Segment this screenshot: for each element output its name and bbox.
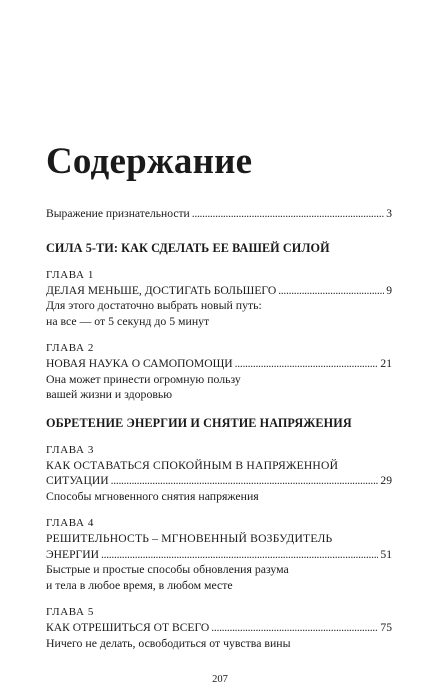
chapter-title-line: РЕШИТЕЛЬНОСТЬ – МГНОВЕННЫЙ ВОЗБУДИТЕЛЬ <box>46 532 333 545</box>
chapter-page: 29 <box>380 474 392 487</box>
toc-entry-page: 3 <box>386 207 392 220</box>
section-heading: ОБРЕТЕНИЕ ЭНЕРГИИ И СНЯТИЕ НАПРЯЖЕНИЯ <box>46 415 352 430</box>
dot-leader <box>192 206 384 222</box>
chapter-label: ГЛАВА 1 <box>46 268 94 281</box>
chapter-title-line: КАК ОСТАВАТЬСЯ СПОКОЙНЫМ В НАПРЯЖЕННОЙ <box>46 458 339 472</box>
table-of-contents <box>46 206 392 663</box>
chapter-label: ГЛАВА 2 <box>46 342 94 354</box>
chapter-title-row <box>46 283 392 299</box>
chapter-page: 75 <box>380 621 392 634</box>
page-title: Содержание <box>46 141 253 182</box>
toc-chapter[interactable] <box>46 341 392 403</box>
toc-sections <box>46 240 392 652</box>
chapter-title-row <box>46 473 392 489</box>
chapter-description: Способы мгновенного снятия напряжения <box>46 488 259 503</box>
chapter-description: на все — от 5 секунд до 5 минут <box>46 313 210 328</box>
chapter-label: ГЛАВА 3 <box>46 443 94 456</box>
toc-entry-acknowledgments[interactable] <box>46 206 392 222</box>
dot-leader <box>211 620 378 636</box>
dot-leader <box>101 547 378 563</box>
chapter-page: 21 <box>380 357 392 370</box>
toc-entry-title: Выражение признательности <box>46 207 190 220</box>
chapter-description: и тела в любое время, в любом месте <box>46 577 233 592</box>
chapter-title: НОВАЯ НАУКА О САМОПОМОЩИ <box>46 357 233 370</box>
chapter-page: 51 <box>380 547 392 561</box>
chapter-title: ЭНЕРГИИ <box>46 547 100 561</box>
toc-chapter[interactable] <box>46 443 392 505</box>
chapter-title: СИТУАЦИИ <box>46 474 109 487</box>
toc-chapter[interactable] <box>46 268 392 330</box>
chapter-title: ДЕЛАЯ МЕНЬШЕ, ДОСТИГАТЬ БОЛЬШЕГО <box>46 283 277 297</box>
chapter-title-row <box>46 620 392 636</box>
chapter-title-row <box>46 547 392 563</box>
chapter-label: ГЛАВА 4 <box>46 517 94 529</box>
chapter-page: 9 <box>386 283 392 297</box>
chapter-description: Она может принести огромную пользу <box>46 371 241 386</box>
chapter-description: Быстрые и простые способы обновления разума <box>46 562 289 576</box>
chapter-label: ГЛАВА 5 <box>46 606 94 618</box>
chapter-title: КАК ОТРЕШИТЬСЯ ОТ ВСЕГО <box>46 621 210 634</box>
dot-leader <box>111 473 379 489</box>
dot-leader <box>235 356 379 372</box>
chapter-title-row <box>46 356 392 372</box>
section-heading: СИЛА 5-ТИ: КАК СДЕЛАТЬ ЕЕ ВАШЕЙ СИЛОЙ <box>46 240 330 255</box>
chapter-description: Для этого достаточно выбрать новый путь: <box>46 298 262 312</box>
chapter-description: вашей жизни и здоровью <box>46 387 173 401</box>
toc-chapter[interactable] <box>46 516 392 593</box>
dot-leader <box>278 283 384 299</box>
toc-chapter[interactable] <box>46 605 392 651</box>
page-number: 207 <box>212 674 228 685</box>
chapter-description: Ничего не делать, освободиться от чувства вины <box>46 635 291 650</box>
